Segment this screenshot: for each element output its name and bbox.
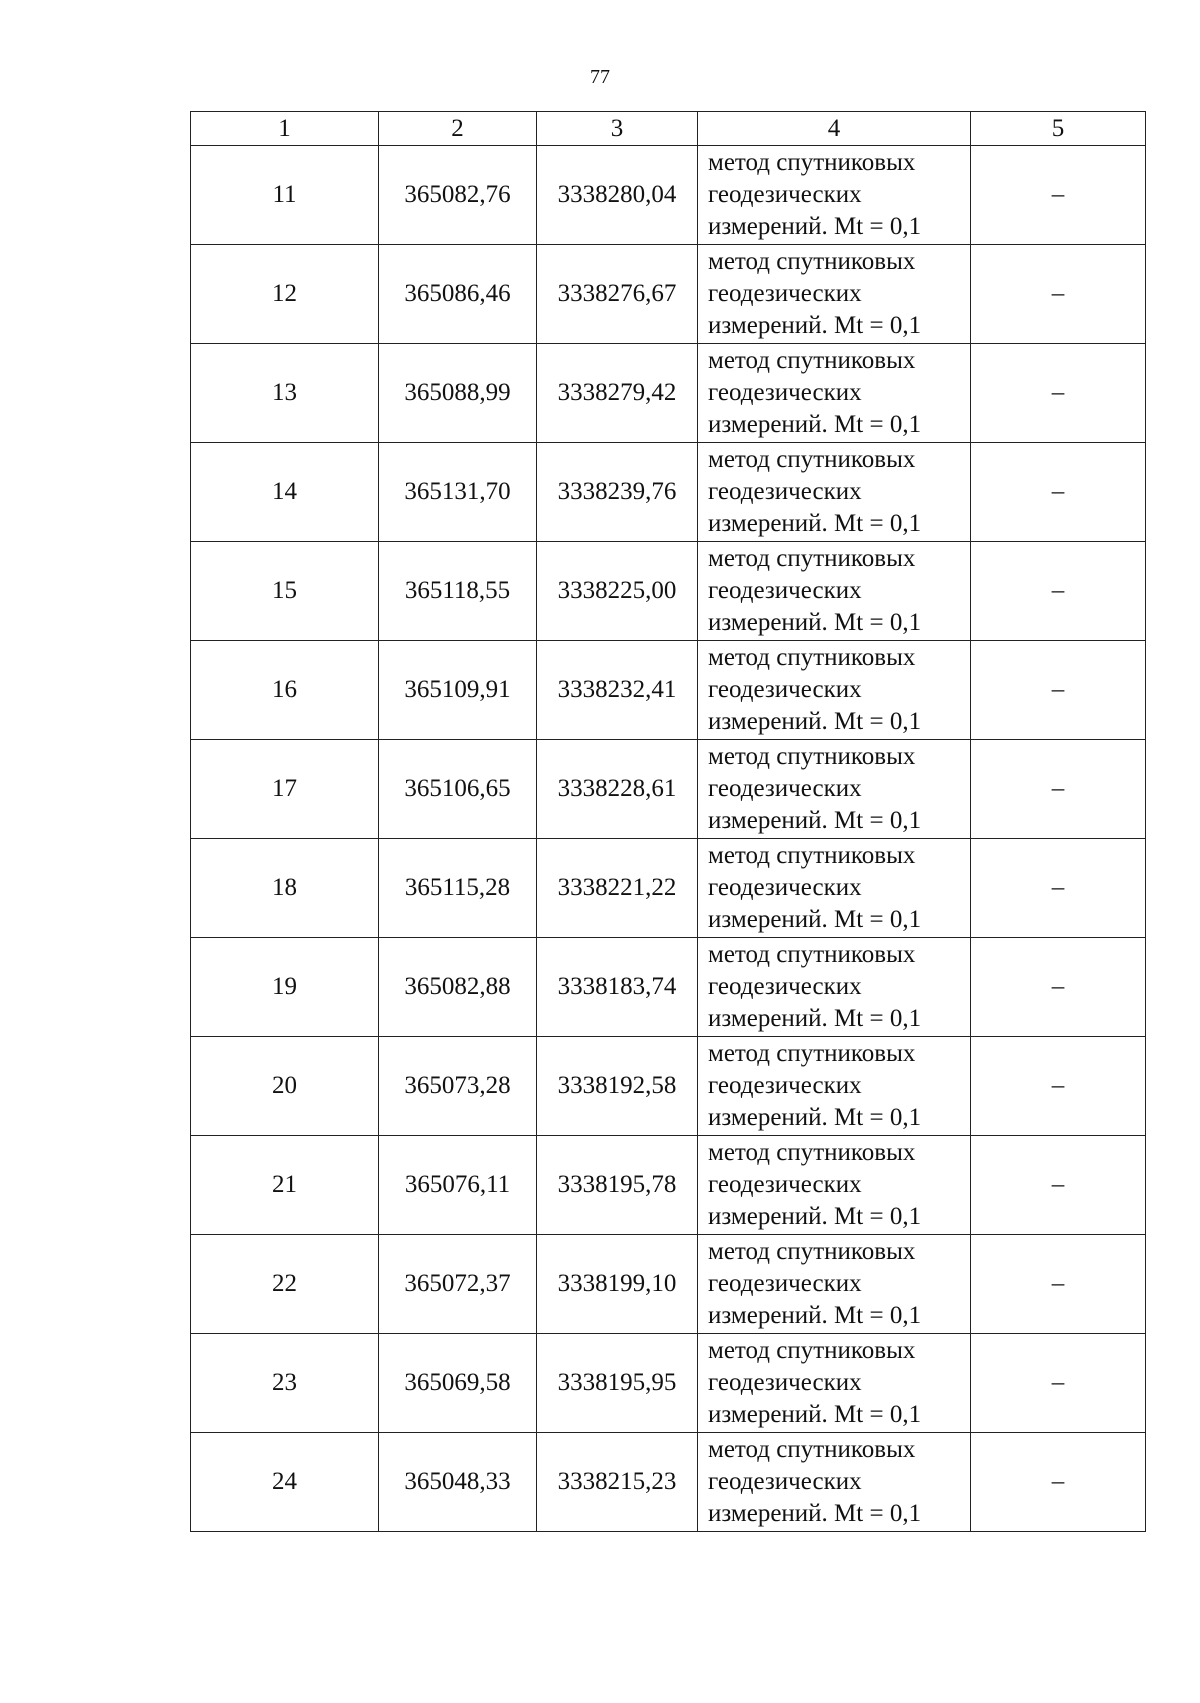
method-cell <box>698 641 971 740</box>
x-coordinate-cell: 365073,28 <box>379 1037 537 1136</box>
method-line: геодезических <box>708 1072 862 1099</box>
method-line: метод спутниковых <box>708 941 916 968</box>
note-cell: – <box>971 344 1146 443</box>
method-line: геодезических <box>708 379 862 406</box>
x-coordinate-cell: 365072,37 <box>379 1235 537 1334</box>
note-cell: – <box>971 146 1146 245</box>
point-number-cell: 12 <box>191 245 379 344</box>
method-line: измерений. Mt = 0,1 <box>708 1302 922 1329</box>
method-line: метод спутниковых <box>708 1139 916 1166</box>
y-coordinate-cell: 3338239,76 <box>537 443 698 542</box>
table-row <box>191 938 1146 1037</box>
point-number-cell: 19 <box>191 938 379 1037</box>
point-number-cell: 21 <box>191 1136 379 1235</box>
point-number-cell: 17 <box>191 740 379 839</box>
method-line: метод спутниковых <box>708 842 916 869</box>
note-cell: – <box>971 1235 1146 1334</box>
point-number-cell: 20 <box>191 1037 379 1136</box>
table-row <box>191 1334 1146 1433</box>
method-cell <box>698 146 971 245</box>
point-number-cell: 24 <box>191 1433 379 1532</box>
column-header-1: 1 <box>191 112 379 146</box>
method-line: измерений. Mt = 0,1 <box>708 411 922 438</box>
x-coordinate-cell: 365131,70 <box>379 443 537 542</box>
column-header-3: 3 <box>537 112 698 146</box>
note-cell: – <box>971 1433 1146 1532</box>
method-cell <box>698 839 971 938</box>
method-cell <box>698 344 971 443</box>
method-line: метод спутниковых <box>708 1040 916 1067</box>
y-coordinate-cell: 3338228,61 <box>537 740 698 839</box>
note-cell: – <box>971 1136 1146 1235</box>
method-line: измерений. Mt = 0,1 <box>708 1005 922 1032</box>
note-cell: – <box>971 245 1146 344</box>
coordinates-table <box>190 111 1146 1532</box>
method-line: геодезических <box>708 676 862 703</box>
table-row <box>191 146 1146 245</box>
method-line: геодезических <box>708 775 862 802</box>
method-line: измерений. Mt = 0,1 <box>708 1500 922 1527</box>
x-coordinate-cell: 365118,55 <box>379 542 537 641</box>
method-line: метод спутниковых <box>708 347 916 374</box>
y-coordinate-cell: 3338279,42 <box>537 344 698 443</box>
table-row <box>191 839 1146 938</box>
table-row <box>191 542 1146 641</box>
method-line: метод спутниковых <box>708 545 916 572</box>
note-cell: – <box>971 839 1146 938</box>
note-cell: – <box>971 641 1146 740</box>
method-line: измерений. Mt = 0,1 <box>708 609 922 636</box>
note-cell: – <box>971 542 1146 641</box>
x-coordinate-cell: 365069,58 <box>379 1334 537 1433</box>
method-line: измерений. Mt = 0,1 <box>708 1401 922 1428</box>
method-cell <box>698 1235 971 1334</box>
x-coordinate-cell: 365086,46 <box>379 245 537 344</box>
x-coordinate-cell: 365076,11 <box>379 1136 537 1235</box>
x-coordinate-cell: 365106,65 <box>379 740 537 839</box>
method-line: геодезических <box>708 181 862 208</box>
x-coordinate-cell: 365088,99 <box>379 344 537 443</box>
x-coordinate-cell: 365082,88 <box>379 938 537 1037</box>
column-header-4: 4 <box>698 112 971 146</box>
method-line: метод спутниковых <box>708 1337 916 1364</box>
method-line: метод спутниковых <box>708 743 916 770</box>
method-cell <box>698 245 971 344</box>
method-line: измерений. Mt = 0,1 <box>708 213 922 240</box>
table-header <box>191 112 1146 146</box>
y-coordinate-cell: 3338195,95 <box>537 1334 698 1433</box>
x-coordinate-cell: 365109,91 <box>379 641 537 740</box>
method-cell <box>698 443 971 542</box>
table-row <box>191 641 1146 740</box>
column-header-2: 2 <box>379 112 537 146</box>
method-line: метод спутниковых <box>708 644 916 671</box>
method-line: геодезических <box>708 577 862 604</box>
y-coordinate-cell: 3338280,04 <box>537 146 698 245</box>
table-row <box>191 1037 1146 1136</box>
method-line: измерений. Mt = 0,1 <box>708 1104 922 1131</box>
page-number: 77 <box>590 66 610 88</box>
table-row <box>191 1433 1146 1532</box>
method-line: геодезических <box>708 1369 862 1396</box>
method-line: геодезических <box>708 1171 862 1198</box>
method-line: геодезических <box>708 1468 862 1495</box>
point-number-cell: 16 <box>191 641 379 740</box>
y-coordinate-cell: 3338192,58 <box>537 1037 698 1136</box>
method-line: геодезических <box>708 874 862 901</box>
table-row <box>191 443 1146 542</box>
y-coordinate-cell: 3338215,23 <box>537 1433 698 1532</box>
y-coordinate-cell: 3338195,78 <box>537 1136 698 1235</box>
method-line: измерений. Mt = 0,1 <box>708 1203 922 1230</box>
method-line: метод спутниковых <box>708 1436 916 1463</box>
method-line: метод спутниковых <box>708 446 916 473</box>
point-number-cell: 18 <box>191 839 379 938</box>
y-coordinate-cell: 3338232,41 <box>537 641 698 740</box>
note-cell: – <box>971 443 1146 542</box>
x-coordinate-cell: 365082,76 <box>379 146 537 245</box>
note-cell: – <box>971 1037 1146 1136</box>
table-row <box>191 344 1146 443</box>
method-line: измерений. Mt = 0,1 <box>708 807 922 834</box>
note-cell: – <box>971 1334 1146 1433</box>
method-cell <box>698 1433 971 1532</box>
method-line: геодезических <box>708 1270 862 1297</box>
y-coordinate-cell: 3338199,10 <box>537 1235 698 1334</box>
note-cell: – <box>971 740 1146 839</box>
table-row <box>191 1235 1146 1334</box>
note-cell: – <box>971 938 1146 1037</box>
x-coordinate-cell: 365048,33 <box>379 1433 537 1532</box>
method-cell <box>698 1037 971 1136</box>
method-cell <box>698 1136 971 1235</box>
point-number-cell: 11 <box>191 146 379 245</box>
point-number-cell: 15 <box>191 542 379 641</box>
method-line: геодезических <box>708 973 862 1000</box>
method-line: измерений. Mt = 0,1 <box>708 312 922 339</box>
method-cell <box>698 938 971 1037</box>
table-row <box>191 245 1146 344</box>
point-number-cell: 23 <box>191 1334 379 1433</box>
table-row <box>191 1136 1146 1235</box>
method-line: метод спутниковых <box>708 248 916 275</box>
method-cell <box>698 542 971 641</box>
point-number-cell: 14 <box>191 443 379 542</box>
method-line: измерений. Mt = 0,1 <box>708 906 922 933</box>
method-line: измерений. Mt = 0,1 <box>708 708 922 735</box>
x-coordinate-cell: 365115,28 <box>379 839 537 938</box>
y-coordinate-cell: 3338225,00 <box>537 542 698 641</box>
column-header-5: 5 <box>971 112 1146 146</box>
method-line: метод спутниковых <box>708 149 916 176</box>
method-line: измерений. Mt = 0,1 <box>708 510 922 537</box>
y-coordinate-cell: 3338183,74 <box>537 938 698 1037</box>
table-row <box>191 740 1146 839</box>
method-line: геодезических <box>708 280 862 307</box>
method-cell <box>698 740 971 839</box>
y-coordinate-cell: 3338221,22 <box>537 839 698 938</box>
header-row <box>191 112 1146 146</box>
table-body <box>191 146 1146 1532</box>
point-number-cell: 13 <box>191 344 379 443</box>
method-line: геодезических <box>708 478 862 505</box>
method-line: метод спутниковых <box>708 1238 916 1265</box>
y-coordinate-cell: 3338276,67 <box>537 245 698 344</box>
point-number-cell: 22 <box>191 1235 379 1334</box>
method-cell <box>698 1334 971 1433</box>
